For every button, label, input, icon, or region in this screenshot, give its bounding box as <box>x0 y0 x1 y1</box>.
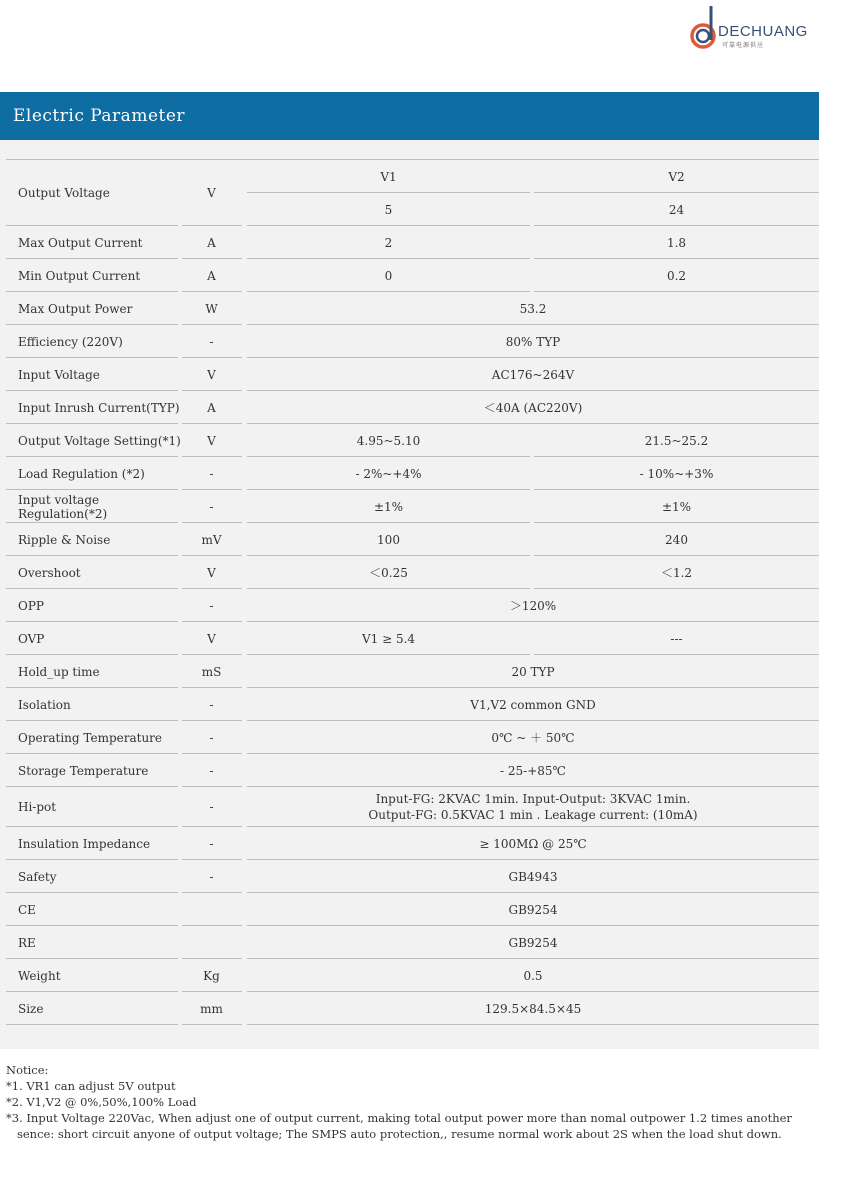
row-rule <box>6 621 178 622</box>
row-rule <box>6 1024 178 1025</box>
row-rule <box>182 925 242 926</box>
table-row <box>0 226 819 259</box>
row-rule <box>182 324 242 325</box>
param-value: 20 TYP <box>511 664 555 679</box>
row-rule <box>247 324 819 325</box>
row-rule <box>6 258 178 259</box>
table-row <box>0 424 819 457</box>
header-v1: V1 <box>380 169 397 184</box>
row-rule <box>182 390 242 391</box>
row-rule <box>534 654 819 655</box>
param-value: AC176~264V <box>491 367 575 382</box>
row-rule <box>182 1024 242 1025</box>
param-v2: 21.5~25.2 <box>644 433 709 448</box>
row-rule <box>6 390 178 391</box>
param-unit: mS <box>201 664 222 679</box>
param-v1: V1 ≥ 5.4 <box>361 631 416 646</box>
param-unit: A <box>207 268 216 283</box>
row-rule <box>6 991 178 992</box>
row-rule <box>6 654 178 655</box>
row-rule <box>182 357 242 358</box>
param-unit: W <box>205 301 218 316</box>
param-name: Isolation <box>18 697 71 712</box>
param-unit: mV <box>201 532 222 547</box>
row-rule <box>247 826 819 827</box>
row-rule <box>247 786 819 787</box>
param-name: OVP <box>18 631 45 646</box>
row-rule <box>247 687 819 688</box>
row-rule <box>534 258 819 259</box>
row-rule <box>6 291 178 292</box>
row-rule <box>182 291 242 292</box>
row-rule <box>182 826 242 827</box>
table-row <box>0 490 819 523</box>
param-name: Overshoot <box>18 565 81 580</box>
notice-item: *2. V1,V2 @ 0%,50%,100% Load <box>6 1095 197 1109</box>
row-rule <box>6 720 178 721</box>
row-rule <box>182 522 242 523</box>
table-row <box>0 523 819 556</box>
param-v1: 0 <box>384 268 393 283</box>
param-unit: - <box>209 598 214 613</box>
notice-item: sence: short circuit anyone of output voltage; The SMPS auto protection,, resume normal work about 2S when the load shut down. <box>6 1127 782 1141</box>
row-rule <box>247 192 530 193</box>
row-rule <box>182 456 242 457</box>
row-rule <box>182 654 242 655</box>
row-rule <box>534 291 819 292</box>
param-v2: ＜1.2 <box>660 566 693 580</box>
row-rule <box>247 753 819 754</box>
param-value: GB9254 <box>508 935 558 950</box>
hipot-line-1: Input-FG: 2KVAC 1min. Input-Output: 3KVAC 1min. <box>375 792 691 806</box>
param-name: Output Voltage Setting(*1) <box>18 433 181 448</box>
param-name: Efficiency (220V) <box>18 334 123 349</box>
table-row <box>0 721 819 754</box>
param-v2: 240 <box>665 532 688 547</box>
row-rule <box>182 958 242 959</box>
table-row <box>0 556 819 589</box>
param-name: Insulation Impedance <box>18 836 151 851</box>
row-rule <box>247 291 530 292</box>
row-rule <box>247 958 819 959</box>
section-title: Electric Parameter <box>13 106 186 126</box>
param-value: GB9254 <box>508 902 558 917</box>
param-v2: 1.8 <box>666 235 687 250</box>
param-v2: 24 <box>668 202 685 217</box>
row-rule <box>182 258 242 259</box>
table-row <box>0 688 819 721</box>
notice-item: *1. VR1 can adjust 5V output <box>6 1079 176 1093</box>
row-rule <box>182 753 242 754</box>
param-unit: Kg <box>203 968 220 983</box>
param-unit <box>180 893 243 926</box>
param-value: - 25-+85℃ <box>500 763 566 778</box>
param-v2: ±1% <box>661 499 692 514</box>
param-v1: ＜0.25 <box>369 566 408 580</box>
param-v2: - 10%~+3% <box>639 466 714 481</box>
param-name: Max Output Current <box>18 235 143 250</box>
table-row <box>0 959 819 992</box>
param-value: 0.5 <box>523 968 543 983</box>
table-row <box>0 259 819 292</box>
table-row <box>0 992 819 1025</box>
row-rule <box>182 720 242 721</box>
row-rule <box>6 489 178 490</box>
param-name: Output Voltage <box>18 186 110 200</box>
param-unit: - <box>209 730 214 745</box>
param-unit: - <box>209 836 214 851</box>
row-rule <box>247 588 530 589</box>
table-row <box>0 926 819 959</box>
table-row <box>0 787 819 827</box>
table-row <box>0 589 819 622</box>
param-value: V1,V2 common GND <box>470 697 596 712</box>
row-rule <box>247 991 819 992</box>
param-value: 53.2 <box>519 301 547 316</box>
row-rule <box>247 892 819 893</box>
param-name: Min Output Current <box>18 268 141 283</box>
param-name: Max Output Power <box>18 301 133 316</box>
row-rule <box>247 258 530 259</box>
param-unit: A <box>207 235 216 250</box>
table-row <box>0 893 819 926</box>
param-v1: 4.95~5.10 <box>356 433 421 448</box>
row-rule <box>6 324 178 325</box>
param-unit: mm <box>200 1001 223 1016</box>
param-value: GB4943 <box>508 869 558 884</box>
param-unit: - <box>209 763 214 778</box>
param-name: Hold_up time <box>18 664 100 679</box>
row-rule <box>534 225 819 226</box>
row-rule <box>6 225 178 226</box>
table-row <box>0 827 819 860</box>
param-name: Size <box>18 1001 44 1016</box>
brand-tagline: 可靠电源供应 <box>722 43 765 49</box>
param-value: ≥ 100MΩ @ 25℃ <box>479 836 587 851</box>
row-rule <box>182 991 242 992</box>
row-rule <box>182 588 242 589</box>
row-rule <box>247 925 819 926</box>
param-v2: 0.2 <box>666 268 687 283</box>
table-row <box>0 655 819 688</box>
table-row <box>0 325 819 358</box>
row-rule <box>247 390 819 391</box>
row-rule <box>534 522 819 523</box>
row-rule <box>182 423 242 424</box>
param-value: ＞120% <box>509 599 557 613</box>
row-rule <box>534 489 819 490</box>
row-rule <box>247 1024 819 1025</box>
row-rule <box>247 357 819 358</box>
row-rule <box>6 522 178 523</box>
param-value <box>247 787 819 827</box>
param-unit: V <box>207 433 216 448</box>
header-v2: V2 <box>668 169 685 184</box>
notice-item: *3. Input Voltage 220Vac, When adjust one of output current, making total output power more than nomal outpower 1.2 times another <box>6 1111 792 1125</box>
param-unit: - <box>209 334 214 349</box>
param-unit: - <box>209 466 214 481</box>
row-rule <box>534 456 819 457</box>
row-rule <box>6 456 178 457</box>
param-name: Load Regulation (*2) <box>18 466 145 481</box>
hipot-line-2: Output-FG: 0.5KVAC 1 min . Leakage current: (10mA) <box>368 808 698 822</box>
row-rule <box>247 654 530 655</box>
row-rule <box>247 859 819 860</box>
row-rule <box>182 687 242 688</box>
row-rule <box>6 925 178 926</box>
param-name: Input Voltage <box>18 367 100 382</box>
row-rule <box>182 489 242 490</box>
row-rule <box>6 859 178 860</box>
row-rule <box>182 786 242 787</box>
param-unit: - <box>209 697 214 712</box>
row-rule <box>6 786 178 787</box>
param-name: Weight <box>18 968 61 983</box>
row-rule <box>247 423 819 424</box>
param-name: Input voltage Regulation(*2) <box>18 492 108 521</box>
row-rule <box>182 892 242 893</box>
param-name: Input Inrush Current(TYP) <box>18 400 180 415</box>
param-v1: - 2%~+4% <box>355 466 422 481</box>
row-rule <box>6 588 178 589</box>
param-unit: - <box>209 800 214 814</box>
table-row <box>0 754 819 787</box>
param-unit <box>180 926 243 959</box>
param-v2: --- <box>670 631 683 646</box>
param-value: 80% TYP <box>505 334 561 349</box>
param-name: Safety <box>18 869 57 884</box>
table-row <box>0 160 819 226</box>
row-rule <box>182 621 242 622</box>
row-rule <box>6 753 178 754</box>
row-rule <box>6 892 178 893</box>
row-rule <box>6 423 178 424</box>
row-rule <box>247 225 530 226</box>
param-value: 0℃ ~ ＋ 50℃ <box>491 731 575 745</box>
row-rule <box>6 958 178 959</box>
brand-name: DECHUANG <box>718 23 808 40</box>
table-row <box>0 292 819 325</box>
param-v1: ±1% <box>373 499 404 514</box>
param-v1: 100 <box>377 532 400 547</box>
param-unit: V <box>207 367 216 382</box>
row-rule <box>247 522 530 523</box>
param-name: Storage Temperature <box>18 763 149 778</box>
table-row <box>0 457 819 490</box>
param-v1: 2 <box>384 235 393 250</box>
param-unit: - <box>209 869 214 884</box>
row-rule <box>6 826 178 827</box>
row-rule <box>534 555 819 556</box>
param-unit: V <box>207 631 216 646</box>
param-name: OPP <box>18 598 44 613</box>
param-value: 129.5×84.5×45 <box>484 1001 582 1016</box>
table-row <box>0 391 819 424</box>
section-banner <box>0 92 819 140</box>
row-rule <box>6 555 178 556</box>
row-rule <box>182 859 242 860</box>
param-name: Operating Temperature <box>18 730 163 745</box>
row-rule <box>182 225 242 226</box>
row-rule <box>247 489 530 490</box>
param-name: CE <box>18 902 36 917</box>
row-rule <box>247 456 530 457</box>
row-rule <box>182 555 242 556</box>
table-row <box>0 622 819 655</box>
parameter-table <box>0 140 819 1049</box>
param-v1: 5 <box>384 202 393 217</box>
param-name: Hi-pot <box>18 800 57 814</box>
param-name: RE <box>18 935 36 950</box>
row-rule <box>6 357 178 358</box>
table-row <box>0 860 819 893</box>
param-unit: V <box>207 186 216 200</box>
row-rule <box>6 687 178 688</box>
param-unit: A <box>207 400 216 415</box>
row-rule <box>247 720 819 721</box>
param-value: ＜40A (AC220V) <box>483 401 583 415</box>
row-rule <box>534 588 819 589</box>
notice-title: Notice: <box>6 1063 49 1077</box>
row-rule <box>247 555 530 556</box>
param-unit: - <box>209 499 214 514</box>
param-name: Ripple & Noise <box>18 532 111 547</box>
row-rule <box>534 192 819 193</box>
table-row <box>0 358 819 391</box>
param-unit: V <box>207 565 216 580</box>
row-rule <box>247 621 819 622</box>
